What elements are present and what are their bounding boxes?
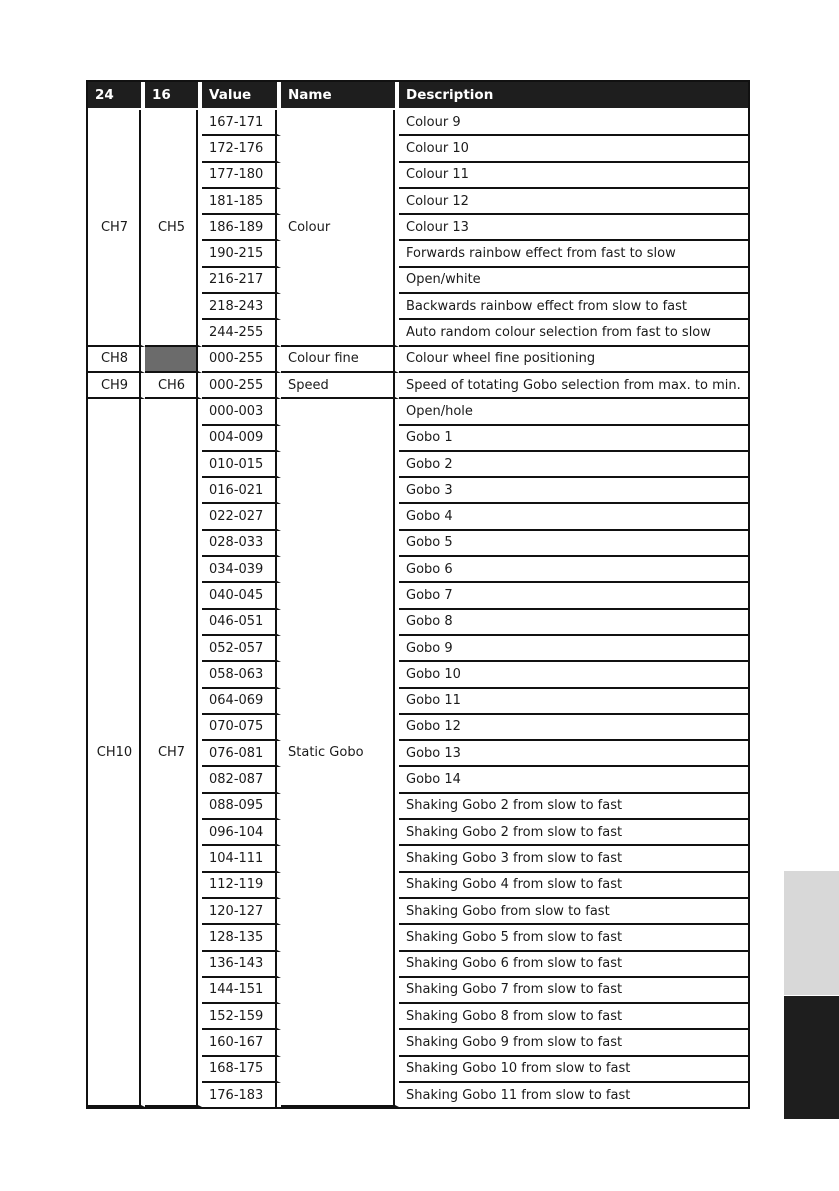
description-cell: Forwards rainbow effect from fast to slow	[399, 241, 748, 267]
value-cell: 046-051	[202, 610, 281, 636]
description-cell: Colour 13	[399, 215, 748, 241]
description-cell: Gobo 3	[399, 478, 748, 504]
header-16: 16	[145, 82, 202, 110]
description-cell: Speed of totating Gobo selection from max. to min.	[399, 373, 748, 399]
value-cell: 136-143	[202, 952, 281, 978]
channel-24-cell: CH7	[88, 110, 145, 347]
table-header-row	[88, 82, 748, 110]
description-cell: Shaking Gobo 9 from slow to fast	[399, 1030, 748, 1056]
value-cell: 168-175	[202, 1057, 281, 1083]
side-tab-light	[784, 871, 839, 995]
table-row	[88, 373, 748, 399]
table-row	[88, 399, 748, 425]
table-row	[88, 110, 748, 136]
description-cell: Shaking Gobo 5 from slow to fast	[399, 925, 748, 951]
description-cell: Colour 10	[399, 136, 748, 162]
description-cell: Backwards rainbow effect from slow to fast	[399, 294, 748, 320]
value-cell: 010-015	[202, 452, 281, 478]
value-cell: 190-215	[202, 241, 281, 267]
description-cell: Gobo 4	[399, 504, 748, 530]
value-cell: 144-151	[202, 978, 281, 1004]
description-cell: Gobo 11	[399, 689, 748, 715]
value-cell: 104-111	[202, 846, 281, 872]
description-cell: Gobo 7	[399, 583, 748, 609]
description-cell: Shaking Gobo 3 from slow to fast	[399, 846, 748, 872]
description-cell: Gobo 10	[399, 662, 748, 688]
channel-24-cell: CH10	[88, 399, 145, 1107]
description-cell: Gobo 14	[399, 767, 748, 793]
description-cell: Gobo 5	[399, 531, 748, 557]
table-row	[88, 347, 748, 373]
function-name-cell: Speed	[281, 373, 399, 399]
value-cell: 218-243	[202, 294, 281, 320]
value-cell: 000-255	[202, 347, 281, 373]
description-cell: Gobo 9	[399, 636, 748, 662]
description-cell: Gobo 2	[399, 452, 748, 478]
value-cell: 112-119	[202, 873, 281, 899]
value-cell: 088-095	[202, 794, 281, 820]
channel-16-cell: CH5	[145, 110, 202, 347]
description-cell: Shaking Gobo 8 from slow to fast	[399, 1004, 748, 1030]
description-cell: Open/hole	[399, 399, 748, 425]
value-cell: 216-217	[202, 268, 281, 294]
table-body	[88, 110, 748, 1107]
value-cell: 128-135	[202, 925, 281, 951]
description-cell: Shaking Gobo 10 from slow to fast	[399, 1057, 748, 1083]
header-value: Value	[202, 82, 281, 110]
description-cell: Auto random colour selection from fast to slow	[399, 320, 748, 346]
value-cell: 152-159	[202, 1004, 281, 1030]
value-cell: 082-087	[202, 767, 281, 793]
description-cell: Open/white	[399, 268, 748, 294]
channel-24-cell: CH8	[88, 347, 145, 373]
channel-16-cell: CH7	[145, 399, 202, 1107]
value-cell: 160-167	[202, 1030, 281, 1056]
description-cell: Shaking Gobo 7 from slow to fast	[399, 978, 748, 1004]
value-cell: 176-183	[202, 1083, 281, 1107]
value-cell: 000-003	[202, 399, 281, 425]
value-cell: 096-104	[202, 820, 281, 846]
description-cell: Shaking Gobo 2 from slow to fast	[399, 820, 748, 846]
value-cell: 028-033	[202, 531, 281, 557]
channel-24-cell: CH9	[88, 373, 145, 399]
channel-16-cell: CH6	[145, 373, 202, 399]
value-cell: 040-045	[202, 583, 281, 609]
header-24: 24	[88, 82, 145, 110]
value-cell: 034-039	[202, 557, 281, 583]
description-cell: Gobo 8	[399, 610, 748, 636]
function-name-cell: Colour	[281, 110, 399, 347]
description-cell: Colour wheel fine positioning	[399, 347, 748, 373]
value-cell: 120-127	[202, 899, 281, 925]
value-cell: 022-027	[202, 504, 281, 530]
header-name: Name	[281, 82, 399, 110]
description-cell: Shaking Gobo 4 from slow to fast	[399, 873, 748, 899]
description-cell: Gobo 6	[399, 557, 748, 583]
function-name-cell: Static Gobo	[281, 399, 399, 1107]
value-cell: 004-009	[202, 426, 281, 452]
function-name-cell: Colour fine	[281, 347, 399, 373]
dmx-channel-table	[86, 80, 750, 1109]
value-cell: 244-255	[202, 320, 281, 346]
value-cell: 181-185	[202, 189, 281, 215]
value-cell: 177-180	[202, 163, 281, 189]
header-description: Description	[399, 82, 748, 110]
description-cell: Colour 9	[399, 110, 748, 136]
description-cell: Colour 11	[399, 163, 748, 189]
description-cell: Colour 12	[399, 189, 748, 215]
description-cell: Gobo 13	[399, 741, 748, 767]
description-cell: Shaking Gobo 2 from slow to fast	[399, 794, 748, 820]
value-cell: 016-021	[202, 478, 281, 504]
description-cell: Gobo 1	[399, 426, 748, 452]
value-cell: 052-057	[202, 636, 281, 662]
value-cell: 000-255	[202, 373, 281, 399]
description-cell: Gobo 12	[399, 715, 748, 741]
value-cell: 058-063	[202, 662, 281, 688]
description-cell: Shaking Gobo 6 from slow to fast	[399, 952, 748, 978]
description-cell: Shaking Gobo 11 from slow to fast	[406, 1087, 631, 1103]
value-cell: 070-075	[202, 715, 281, 741]
side-tab-dark	[784, 996, 839, 1119]
value-cell: 167-171	[202, 110, 281, 136]
channel-16-empty-cell	[145, 347, 202, 373]
description-cell: Shaking Gobo from slow to fast	[399, 899, 748, 925]
value-cell: 186-189	[202, 215, 281, 241]
value-cell: 172-176	[202, 136, 281, 162]
value-cell: 064-069	[202, 689, 281, 715]
value-cell: 076-081	[202, 741, 281, 767]
